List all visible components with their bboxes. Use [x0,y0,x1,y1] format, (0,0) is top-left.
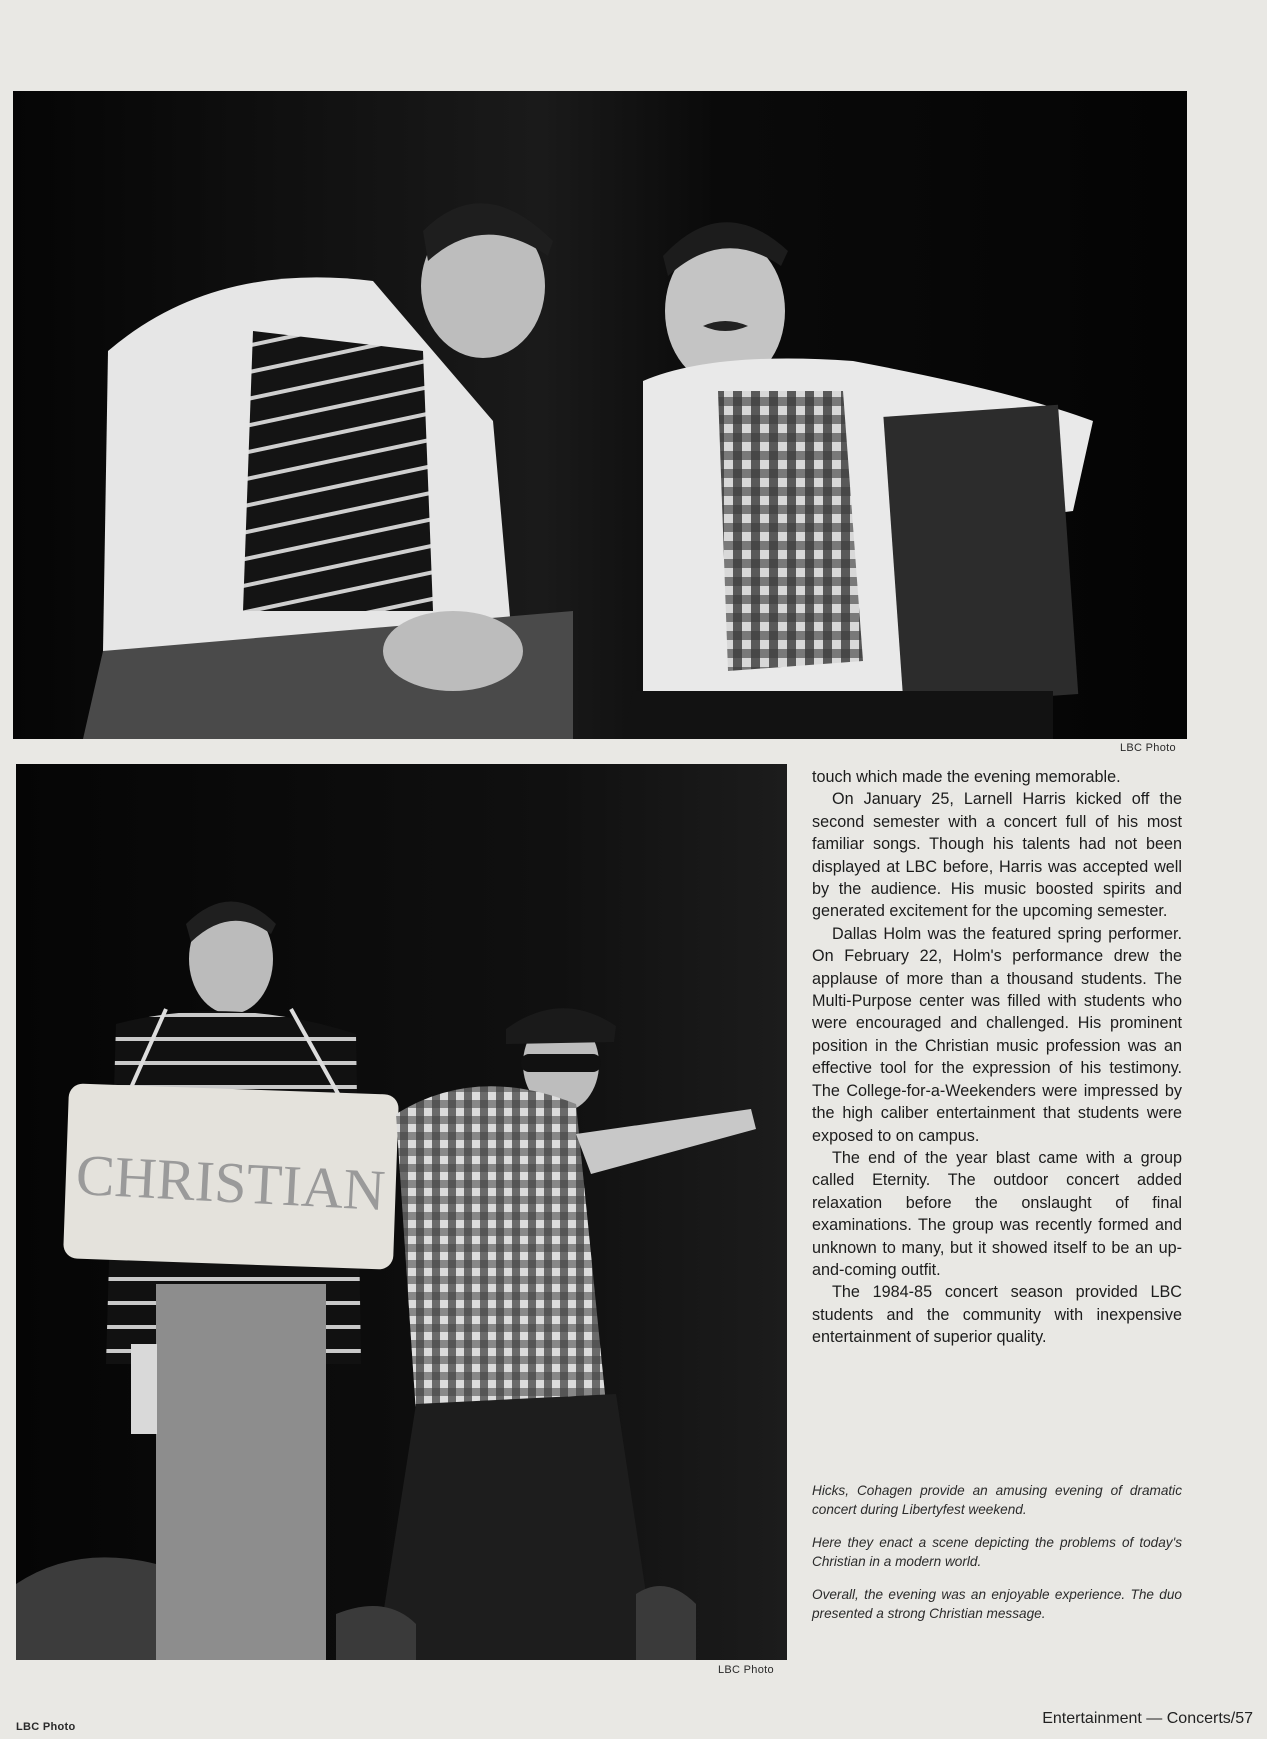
article-paragraph: touch which made the evening memorable. [812,768,1121,786]
photo-credit-top: LBC Photo [1120,742,1176,754]
photo-credit-corner: LBC Photo [16,1721,76,1733]
article-paragraph: The end of the year blast came with a group called Eternity. The outdoor concert added relaxation before the onslaught of final examinations. The group was recently formed and unknown to many, but it showed itself to be an up-and-coming outfit. [812,1148,1182,1279]
photo-top-two-performers [13,91,1187,739]
article-paragraph: Dallas Holm was the featured spring performer. On February 22, Holm's performance drew the applause of more than a thousand students. The Multi-Purpose center was filled with students who were encouraged and challenged. His prominent position in the Christian music profession was an effective tool for the expression of his testimony. The College-for-a-Weekenders were impressed by the high caliber entertainment that students were exposed to on campus. [812,924,1182,1145]
article-paragraph: The 1984-85 concert season provided LBC students and the community with inexpensive entertainment of superior quality. [812,1283,1182,1347]
caption: Hicks, Cohagen provide an amusing evening of dramatic concert during Libertyfest weekend. [812,1483,1182,1517]
photo-credit-bottom: LBC Photo [718,1664,774,1676]
page-folio: Entertainment — Concerts/57 [1042,1710,1253,1727]
photo-top-illustration [13,91,1187,739]
photo-captions [812,1481,1182,1637]
photo-bottom-illustration [16,764,787,1660]
caption: Here they enact a scene depicting the problems of today's Christian in a modern world. [812,1535,1182,1569]
photo-bottom-skit [16,764,787,1660]
article-paragraph: On January 25, Larnell Harris kicked off the second semester with a concert full of his most familiar songs. Though his talents had not been displayed at LBC before, Harris was accepted well by the audience. His music boosted spirits and generated excitement for the upcoming semester. [812,790,1182,921]
caption: Overall, the evening was an enjoyable experience. The duo presented a strong Christian message. [812,1587,1182,1621]
article-body [812,766,1182,1349]
christian-sign-text: CHRISTIAN [74,1141,387,1224]
